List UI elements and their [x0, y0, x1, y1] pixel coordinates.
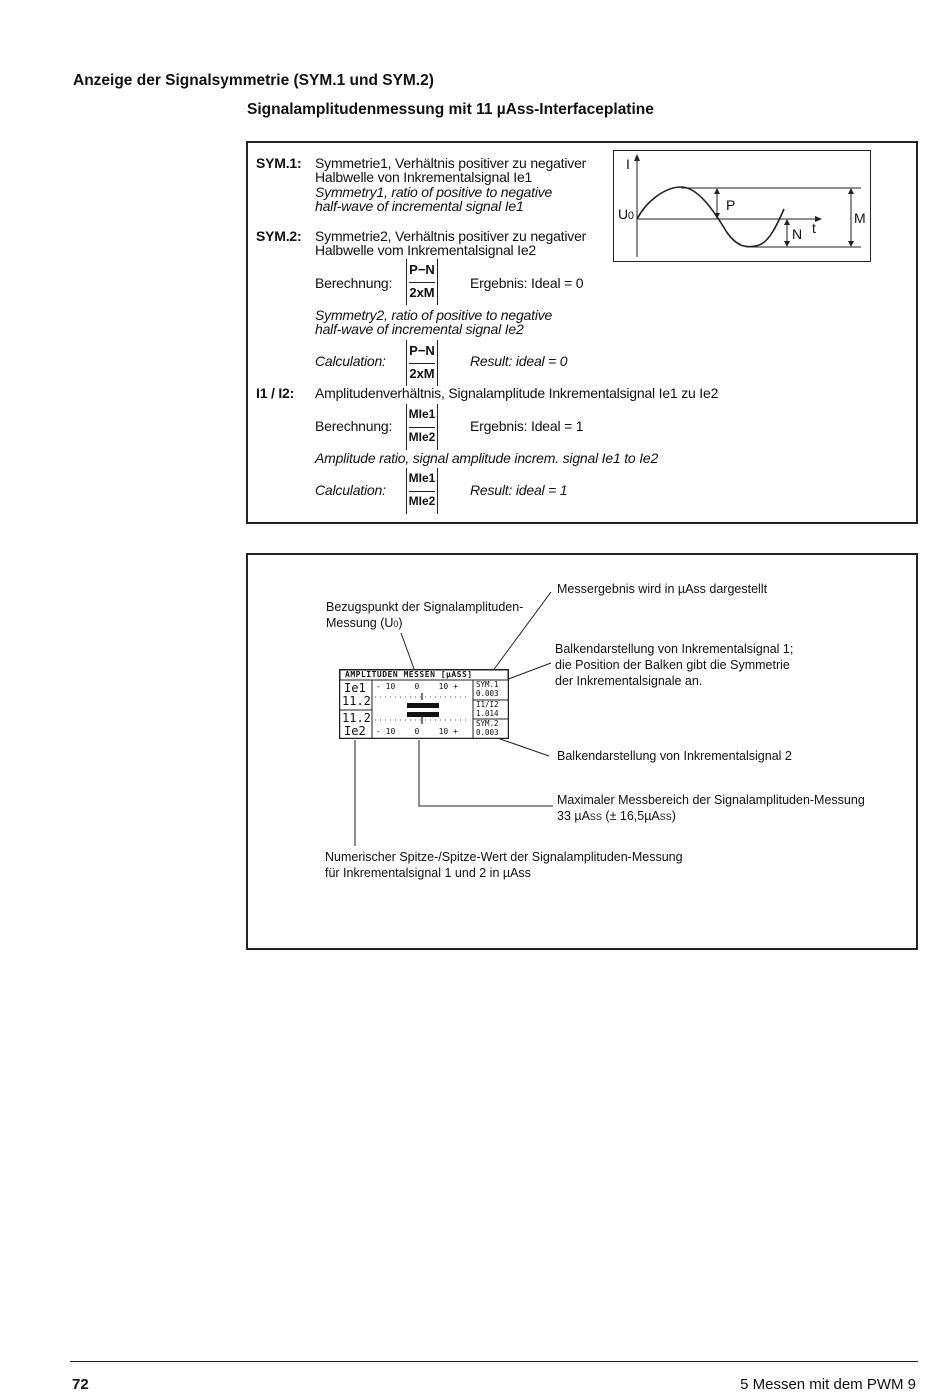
annotation-bar2: Balkendarstellung von Inkrementalsignal 2 — [557, 749, 792, 763]
formula-denominator: MIe2 — [408, 430, 436, 444]
lcd-display — [339, 669, 509, 739]
label-n: N — [792, 226, 802, 242]
lcd-scale-bottom: - 10 0 10 + — [376, 727, 458, 736]
amplitude-ratio-german: Amplitudenverhältnis, Signalamplitude Inkrementalsignal Ie1 zu Ie2 — [315, 385, 719, 401]
formula-numerator: P−N — [409, 343, 435, 358]
result-english-2: Result: ideal = 1 — [470, 482, 568, 498]
formula-denominator: 2xM — [409, 366, 435, 381]
lcd-scale-top: - 10 0 10 + — [376, 682, 458, 691]
label-m: M — [854, 210, 866, 226]
annotation-max-line1: Maximaler Messbereich der Signalamplituden-Messung — [557, 793, 865, 807]
annotation-reference-line2 — [326, 615, 403, 632]
lcd-ie1-label: Ie1 — [344, 681, 366, 695]
sym1-german-line1: Symmetrie1, Verhältnis positiver zu negativer — [315, 155, 587, 171]
label-u-sub: 0 — [627, 210, 634, 222]
label-i: I — [626, 156, 630, 172]
sym2-label: SYM.2: — [256, 228, 302, 244]
annotation-max-a-sub: SS — [589, 812, 602, 822]
annotation-reference-text: Messung (U — [326, 616, 394, 630]
annotation-bar1-line1: Balkendarstellung von Inkrementalsignal 1; — [555, 642, 794, 656]
lcd-sym1-value: 0.003 — [476, 689, 499, 698]
sym2-german-line2: Halbwelle vom Inkrementalsignal Ie2 — [315, 242, 536, 258]
formula-numerator: MIe1 — [408, 407, 436, 421]
sym1-english-line2: half-wave of incremental signal Ie1 — [315, 198, 524, 214]
section-subheading: Signalamplitudenmessung mit 11 µAss-Interfaceplatine — [247, 101, 654, 118]
lcd-ie2-label: Ie2 — [344, 724, 366, 738]
amplitude-ratio-english: Amplitude ratio, signal amplitude increm. signal Ie1 to Ie2 — [315, 450, 659, 466]
amplitude-ratio-label: I1 / I2: — [256, 385, 295, 401]
lcd-bar-signal-2 — [407, 712, 439, 717]
result-english: Result: ideal = 0 — [470, 353, 568, 369]
lcd-sym2-label: SYM.2 — [476, 719, 499, 728]
lcd-ie1-value: 11.2 — [342, 694, 371, 708]
lcd-ratio-label: I1/I2 — [476, 700, 499, 709]
annotation-max-b: (± 16,5µA — [601, 809, 660, 823]
lcd-ratio-value: 1.014 — [476, 709, 499, 718]
sym1-english-line1: Symmetry1, ratio of positive to negative — [315, 184, 553, 200]
formula-denominator: MIe2 — [408, 494, 436, 508]
formula-numerator: MIe1 — [408, 471, 436, 485]
annotation-max-c: ) — [671, 809, 676, 823]
calc-label-english-2: Calculation: — [315, 482, 386, 498]
sym2-english-line2: half-wave of incremental signal Ie2 — [315, 321, 524, 337]
section-heading: Anzeige der Signalsymmetrie (SYM.1 und SYM.2) — [73, 72, 434, 89]
annotation-bar1-line2: die Position der Balken gibt die Symmetrie — [555, 658, 790, 672]
sym2-german-line1: Symmetrie2, Verhältnis positiver zu negativer — [315, 228, 587, 244]
annotation-reference-sub: 0 — [393, 619, 399, 629]
formula-denominator: 2xM — [409, 285, 435, 300]
label-t: t — [812, 220, 816, 236]
result-german: Ergebnis: Ideal = 0 — [470, 275, 584, 291]
lcd-bar-signal-1 — [407, 703, 439, 708]
annotation-reference-close: ) — [398, 616, 403, 630]
annotation-max-b-sub: SS — [659, 812, 672, 822]
result-german-2: Ergebnis: Ideal = 1 — [470, 418, 584, 434]
annotation-result: Messergebnis wird in µAss dargestellt — [557, 582, 768, 596]
page-number: 72 — [72, 1376, 89, 1393]
lcd-sym2-value: 0.003 — [476, 728, 499, 737]
sym1-label: SYM.1: — [256, 155, 302, 171]
calc-label-english: Calculation: — [315, 353, 386, 369]
lcd-ie2-value: 11.2 — [342, 711, 371, 725]
sym1-german-line2: Halbwelle von Inkrementalsignal Ie1 — [315, 169, 533, 185]
calc-label-german: Berechnung: — [315, 275, 393, 291]
annotation-numeric-line1: Numerischer Spitze-/Spitze-Wert der Signalamplituden-Messung — [325, 850, 683, 864]
formula-numerator: P−N — [409, 262, 435, 277]
lcd-sym1-label: SYM.1 — [476, 680, 499, 689]
label-p: P — [726, 197, 736, 213]
annotation-max-a: 33 µA — [557, 809, 590, 823]
chapter-title: 5 Messen mit dem PWM 9 — [740, 1376, 916, 1393]
label-u: U — [618, 206, 628, 222]
sym2-english-line1: Symmetry2, ratio of positive to negative — [315, 307, 553, 323]
annotation-numeric-line2: für Inkrementalsignal 1 und 2 in µAss — [325, 866, 531, 880]
annotation-bar1-line3: der Inkrementalsignale an. — [555, 674, 703, 688]
annotation-max-line2 — [557, 808, 676, 825]
annotation-reference-line1: Bezugspunkt der Signalamplituden- — [326, 600, 524, 614]
lcd-title: AMPLITUDEN MESSEN [µASS] — [345, 670, 473, 679]
footer-rule — [70, 1361, 918, 1362]
calc-label-german-2: Berechnung: — [315, 418, 393, 434]
